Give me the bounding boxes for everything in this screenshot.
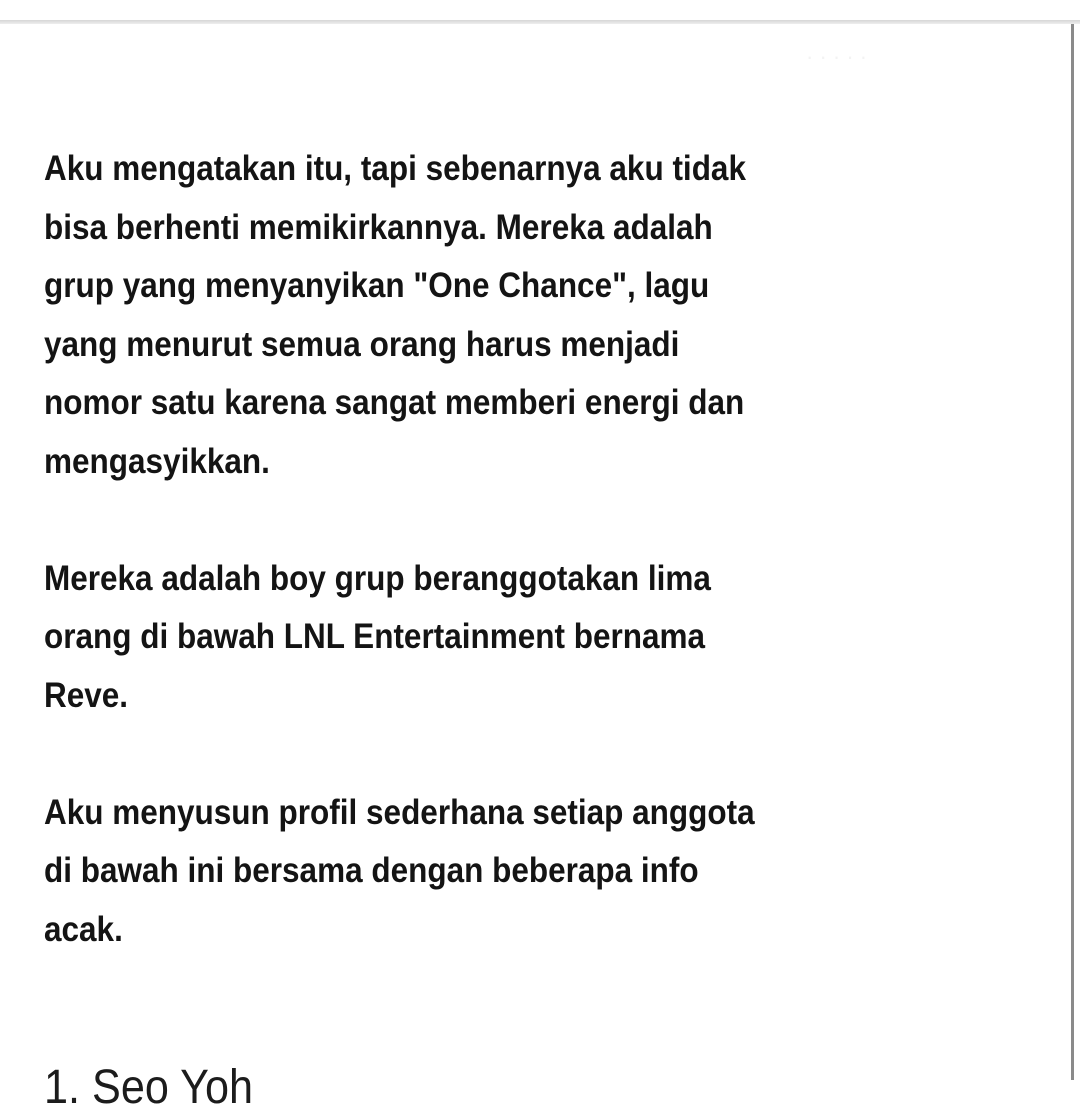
text-line: bisa berhenti memikirkannya. Mereka adalah bbox=[44, 207, 713, 247]
text-line: mengasyikkan. bbox=[44, 441, 270, 481]
text-line: orang di bawah LNL Entertainment bernama bbox=[44, 617, 706, 656]
paragraph-1 bbox=[44, 140, 908, 491]
text-line: yang menurut semua orang harus menjadi bbox=[44, 324, 680, 364]
text-line: Aku mengatakan itu, tapi sebenarnya aku tidak bbox=[44, 149, 746, 188]
text-line: nomor satu karena sangat memberi energi dan bbox=[44, 383, 745, 422]
text-line: grup yang menyanyikan "One Chance", lagu bbox=[44, 266, 710, 305]
top-divider bbox=[0, 20, 1080, 24]
text-line: Reve. bbox=[44, 675, 129, 715]
text-line: Aku menyusun profil sederhana setiap anggota bbox=[44, 792, 755, 832]
paragraph-2 bbox=[44, 550, 908, 726]
faint-header-text: · · · · · bbox=[806, 44, 868, 69]
scrollbar[interactable] bbox=[1071, 24, 1080, 1080]
paragraph-3 bbox=[44, 784, 908, 960]
article-body bbox=[44, 140, 836, 1018]
section-heading: 1. Seo Yoh bbox=[44, 1061, 254, 1114]
text-line: acak. bbox=[44, 909, 123, 949]
text-line: Mereka adalah boy grup beranggotakan lima bbox=[44, 558, 711, 598]
text-line: di bawah ini bersama dengan beberapa info bbox=[44, 851, 699, 890]
